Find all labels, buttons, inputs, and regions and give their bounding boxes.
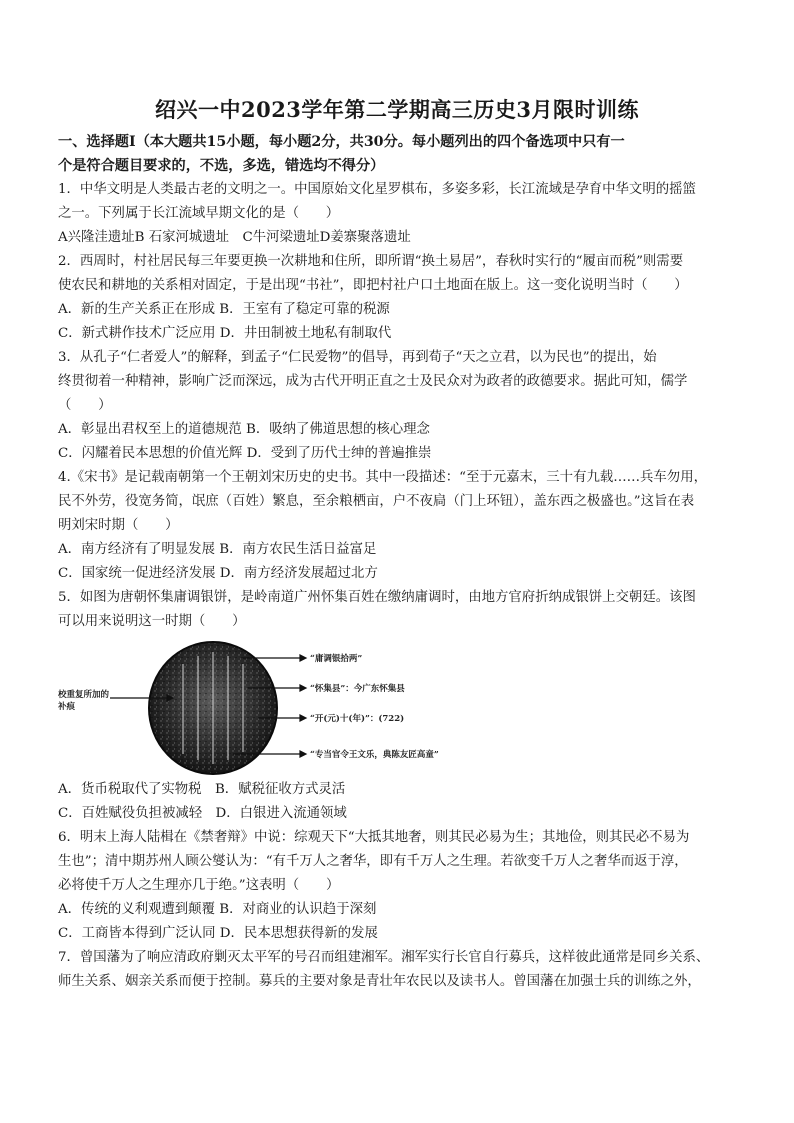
exam-title: 绍兴一中2023学年第二学期高三历史3月限时训练 xyxy=(154,97,640,122)
q3-options-ab: A．彰显出君权至上的道德规范 B．吸纳了佛道思想的核心理念 xyxy=(58,422,430,437)
figure-label-left-1: 校重复所加的 xyxy=(58,690,110,700)
q7-stem-line2: 师生关系、姻亲关系而便于控制。募兵的主要对象是青壮年农民以及读书人。曾国藩在加强士兵的训练之外， xyxy=(58,974,701,989)
section-heading: 一、选择题Ⅰ（本大题共15小题，每小题2分，共30分。每小题列出的四个备选项中只有一 xyxy=(58,134,625,150)
silver-cake-figure xyxy=(58,636,439,776)
q6-options-cd: C．工商皆本得到广泛认同 D．民本思想获得新的发展 xyxy=(58,926,378,941)
figure-label-date: “开(元)十(年)”：(722) xyxy=(310,714,405,724)
q7-stem-line1: 7．曾国藩为了响应清政府剿灭太平军的号召而组建湘军。湘军实行长官自行募兵，这样彼此通常是同乡关系、 xyxy=(58,950,710,965)
exam-content xyxy=(58,130,740,994)
q2-options-ab: A．新的生产关系正在形成 B．王室有了稳定可靠的税源 xyxy=(58,302,390,317)
q1-stem-line2: 之一。下列属于长江流域早期文化的是（ ） xyxy=(58,206,340,221)
q5-options-ab: A．货币税取代了实物税 B．赋税征收方式灵活 xyxy=(58,782,346,797)
q4-stem-line3: 明刘宋时期（ ） xyxy=(58,518,179,533)
q6-options-ab: A．传统的义利观遭到颠覆 B．对商业的认识趋于深刻 xyxy=(58,902,377,917)
q6-stem-line3: 必将使千万人之生理亦几于绝。”这表明（ ） xyxy=(58,878,340,893)
figure-label-county: “怀集县”：今广东怀集县 xyxy=(310,684,405,694)
section-heading-cont: 个是符合题目要求的，不选，多选，错选均不得分） xyxy=(58,158,385,174)
figure-label-officials: “专当官令王文乐，典陈友匠高童” xyxy=(310,750,439,760)
q3-options-cd: C．闪耀着民本思想的价值光辉 D．受到了历代士绅的普遍推崇 xyxy=(58,446,432,461)
q4-stem-line2: 民不外劳，役宽务简，氓庶（百姓）繁息，至余粮栖亩，户不夜扃（门上环钮），盖东西之极盛也。”这旨在表 xyxy=(58,494,695,509)
q4-options-cd: C．国家统一促进经济发展 D．南方经济发展超过北方 xyxy=(58,566,378,581)
q2-stem-line1: 2．西周时，村社居民每三年要更换一次耕地和住所，即所谓“换土易居”，春秋时实行的“履亩而税”则需要 xyxy=(58,254,684,269)
figure-label-top: “庸调银拾两” xyxy=(310,654,363,664)
q2-stem-line2: 使农民和耕地的关系相对固定，于是出现“书社”，即把村社户口土地面在版上。这一变化说明当时（ ） xyxy=(58,278,688,293)
q1-options: A兴隆洼遗址B 石家河城遗址 C牛河梁遗址D姜寨聚落遗址 xyxy=(58,230,411,245)
q6-stem-line2: 生也”；清中期苏州人顾公燮认为：“有千万人之奢华，即有千万人之生理。若欲变千万人之奢华而返于淳， xyxy=(58,854,688,869)
q6-stem-line1: 6．明末上海人陆楫在《禁奢辩》中说：综观天下“大抵其地奢，则其民必易为生；其地俭，则其民必不易为 xyxy=(58,830,690,845)
q3-stem-line3: （ ） xyxy=(58,398,112,413)
q4-stem-line1: 4.《宋书》是记载南朝第一个王朝刘宋历史的史书。其中一段描述：“至于元嘉末，三十有九载……兵车勿用， xyxy=(58,470,707,485)
figure-label-left-2: 补痕 xyxy=(58,702,76,712)
q3-stem-line2: 终贯彻着一种精神，影响广泛而深远，成为古代开明正直之士及民众对为政者的政德要求。据此可知，儒学 xyxy=(58,374,688,389)
q2-options-cd: C．新式耕作技术广泛应用 D．井田制被土地私有制取代 xyxy=(58,326,392,341)
q5-options-cd: C．百姓赋役负担被减轻 D．白银进入流通领域 xyxy=(58,806,347,821)
q3-stem-line1: 3．从孔子“仁者爱人”的解释，到孟子“仁民爱物”的倡导，再到荀子“天之立君，以为民也”的提出，始 xyxy=(58,350,657,365)
q5-stem-line1: 5．如图为唐朝怀集庸调银饼，是岭南道广州怀集百姓在缴纳庸调时，由地方官府折纳成银饼上交朝廷。该图 xyxy=(58,590,696,605)
q5-stem-line2: 可以用来说明这一时期（ ） xyxy=(58,614,246,629)
q4-options-ab: A．南方经济有了明显发展 B．南方农民生活日益富足 xyxy=(58,542,377,557)
q1-stem-line1: 1．中华文明是人类最古老的文明之一。中国原始文化星罗棋布，多姿多彩，长江流域是孕育中华文明的摇篮 xyxy=(58,182,696,197)
